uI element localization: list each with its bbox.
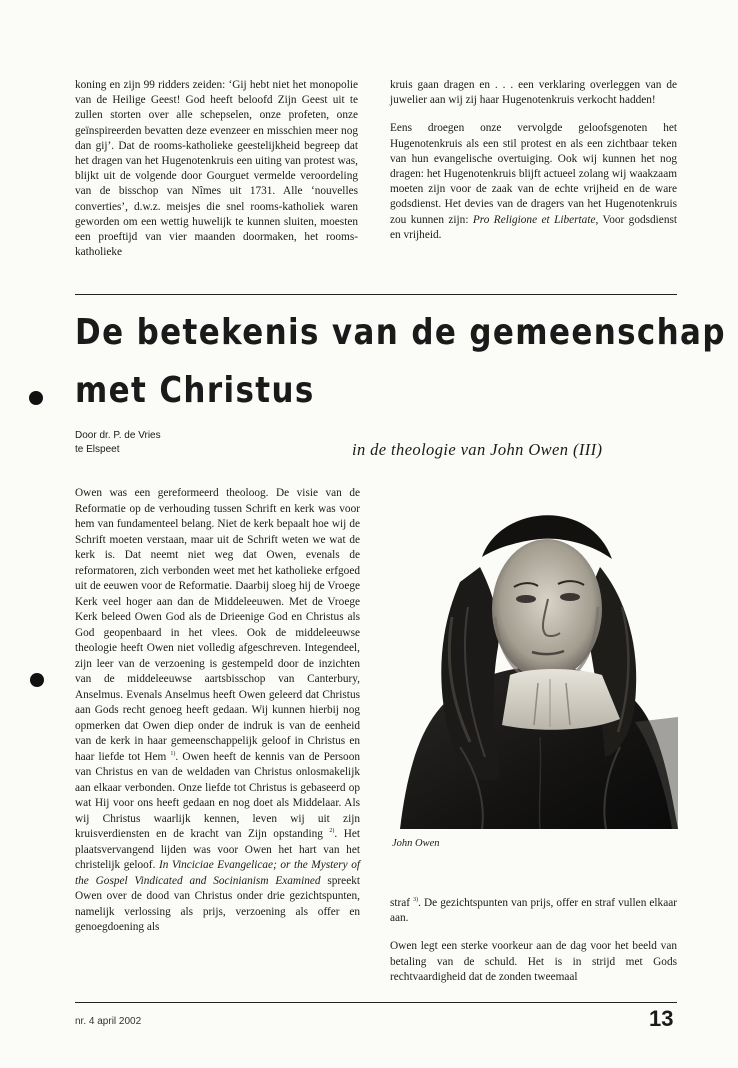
latin-motto: Pro Religione et Libertate, [472, 213, 599, 226]
continued-paragraph: koning en zijn 99 ridders zeiden: ‘Gij hebt niet het monopolie van de Heilige Geest! God heeft beloofd Zijn Geest uit te zullen storten over alle schepselen, onze profeten, onze geïnspireerden bevatten deze evenzeer en misschien meer nog dan gij’. Dat de rooms-katholieke geestelijkheid begreep dat het dragen van het Hugenotenkruis een uiting van protest was, blijkt uit de volgende door Gourguet vermelde veroordeling van de bisschop van Nîmes uit 1731. Alle ‘nouvelles converties’, d.w.z. meisjes die snel rooms-katholiek waren geworden om een wettig huwelijk te kunnen sluiten, moesten een proeftijd van vier maanden doormaken, het rooms-katholieke [75, 79, 358, 259]
footnote-ref: 3) [413, 897, 419, 904]
author-name: Door dr. P. de Vries [75, 430, 161, 441]
page-number: 13 [649, 1006, 674, 1031]
continued-column-right [390, 78, 677, 256]
issue-date: nr. 4 april 2002 [75, 1016, 142, 1027]
article-body-left [75, 486, 360, 949]
continued-paragraph: kruis gaan dragen en . . . een verklaring overleggen van de juwelier aan wij zij haar Hugenotenkruis verkocht hadden! [390, 79, 677, 107]
footer-divider [75, 1002, 677, 1003]
footnote-ref: 2) [329, 828, 335, 835]
body-paragraph: straf $^{3)}$. De gezichtspunten van prijs, offer en straf vullen elkaar aan. [390, 897, 677, 925]
body-paragraph: Owen was een gereformeerd theoloog. De visie van de Reformatie op de verhouding tussen Schrift en kerk was voor hem van fundamenteel belang. Niet de kerk bepaalt hoe wij de Schrift moeten verstaan, maar uit de Schrift weten we wat de kerk is. Dat neemt niet weg dat Owen, evenals de reformatoren, zich verbonden weet met het katholieke erfgoed uit de eeuwen voor de Reformatie. Daarbij sloeg hij de Vroege Kerk veel hoger aan dan de Middeleeuwen. Met de Vroege Kerk beleed Owen God als de Drieenige God en Christus als God geopenbaard in het vlees. Ook de middeleeuwse theologie heeft Owen niet volledig afgeschreven. Integendeel, zijn leer van de verzoening is gestempeld door de inzichten van de middeleeuwse aartsbisschop van Canterbury, Anselmus. Evenals Anselmus heeft Owen geleerd dat Christus aan Gods recht genoeg heeft gedaan. Wij kunnen hierbij nog opmerken dat Owen diep onder de indruk is van de eenheid van de kerk in haar gemeenschappelijk geloof in Christus en haar liefde tot Hem $^{1)}$. Owen heeft de kennis van de Persoon van Christus en van de weldaden van Christus onlosmakelijk aan elkaar verbonden. Onze liefde tot Christus is gebaseerd op wat Hij voor ons heeft gedaan en nog doet als Middelaar. Als wij Christus waarlijk kennen, leven wij uit zijn kruisverdiensten en de kracht van Zijn opstanding $^{2)}$. Het plaatsvervangend lijden was voor Owen het hart van het christelijk geloof. In Vinciciae Evangelicae; or the Mystery of the Gospel Vindicated and Socinianism Examined spreekt Owen over de dood van Christus onder drie gezichtspunten, namelijk verlossing als prijs, verzoening als offer en genoegdoening als [75, 487, 361, 933]
article-title-line-1: De betekenis van de gemeenschap [75, 312, 726, 353]
continued-column-left [75, 78, 358, 273]
body-paragraph: Owen legt een sterke voorkeur aan de dag voor het beeld van betaling van de schuld. Het is in strijd met Gods rechtvaardigheid dat de zonden tweemaal [390, 940, 677, 983]
closing-paragraph: Eens droegen onze vervolgde geloofsgenoten het Hugenotenkruis als een stil protest en als een zichtbaar teken van hun evangelische overtuiging. Ook wij kunnen het nog dragen: het Hugenotenkruis blijft actueel zolang wij waakzaam moeten zijn voor de zaak van de echte vrijheid en de ware godsdienst. Het devies van de dragers van het Hugenotenkruis zou kunnen zijn: Pro Religione et Libertate, Voor godsdienst en vrijheid. [390, 122, 678, 241]
author-location: te Elspeet [75, 444, 120, 455]
article-subtitle: in de theologie van John Owen (III) [352, 440, 603, 459]
article-title-line-2: met Christus [75, 370, 315, 411]
book-title: In Vinciciae Evangelicae; or the Mystery of the Gospel Vindicated and Socinianism Examined [75, 859, 360, 887]
binder-hole-mark [29, 391, 43, 405]
john-owen-portrait [390, 487, 678, 829]
article-body-right [390, 896, 677, 998]
binder-hole-mark [30, 673, 44, 687]
section-divider [75, 294, 677, 295]
footnote-ref: 1) [170, 750, 176, 757]
portrait-caption: John Owen [392, 838, 440, 849]
